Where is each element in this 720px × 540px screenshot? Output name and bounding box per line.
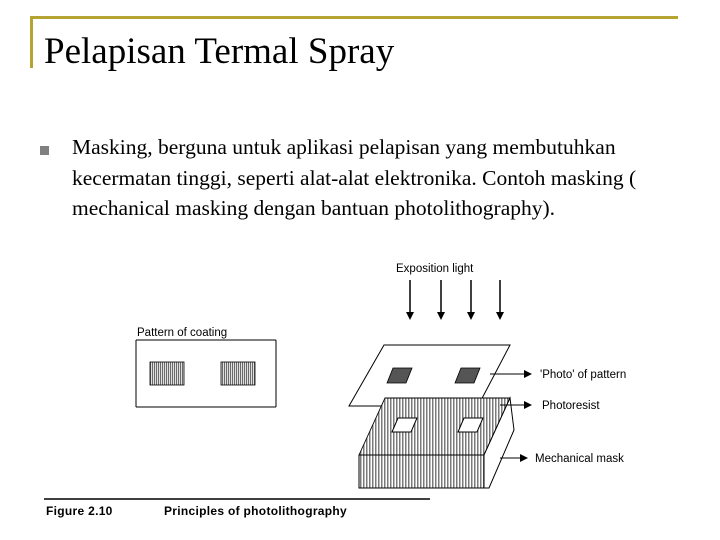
figure-caption-number: Figure 2.10 bbox=[46, 504, 113, 518]
pattern-of-coating-label: Pattern of coating bbox=[137, 327, 228, 339]
photo-of-pattern-label: 'Photo' of pattern bbox=[540, 369, 627, 381]
pattern-of-coating-box bbox=[136, 340, 276, 407]
mechanical-mask-label: Mechanical mask bbox=[535, 453, 624, 465]
photoresist-label: Photoresist bbox=[542, 400, 600, 412]
substrate-block bbox=[359, 398, 514, 488]
bullet-text: Masking, berguna untuk aplikasi pelapisan yang membutuhkan kecermatan tinggi, seperti alat-alat elektronika. Contoh masking ( mechanical masking dengan bantuan photolithography). bbox=[72, 135, 637, 220]
exposition-light-label: Exposition light bbox=[396, 263, 474, 275]
slide-title: Pelapisan Termal Spray bbox=[44, 31, 395, 72]
light-arrows bbox=[410, 280, 500, 318]
photo-mask-plate bbox=[349, 345, 510, 406]
figure-caption-text: Principles of photolithography bbox=[164, 504, 347, 518]
